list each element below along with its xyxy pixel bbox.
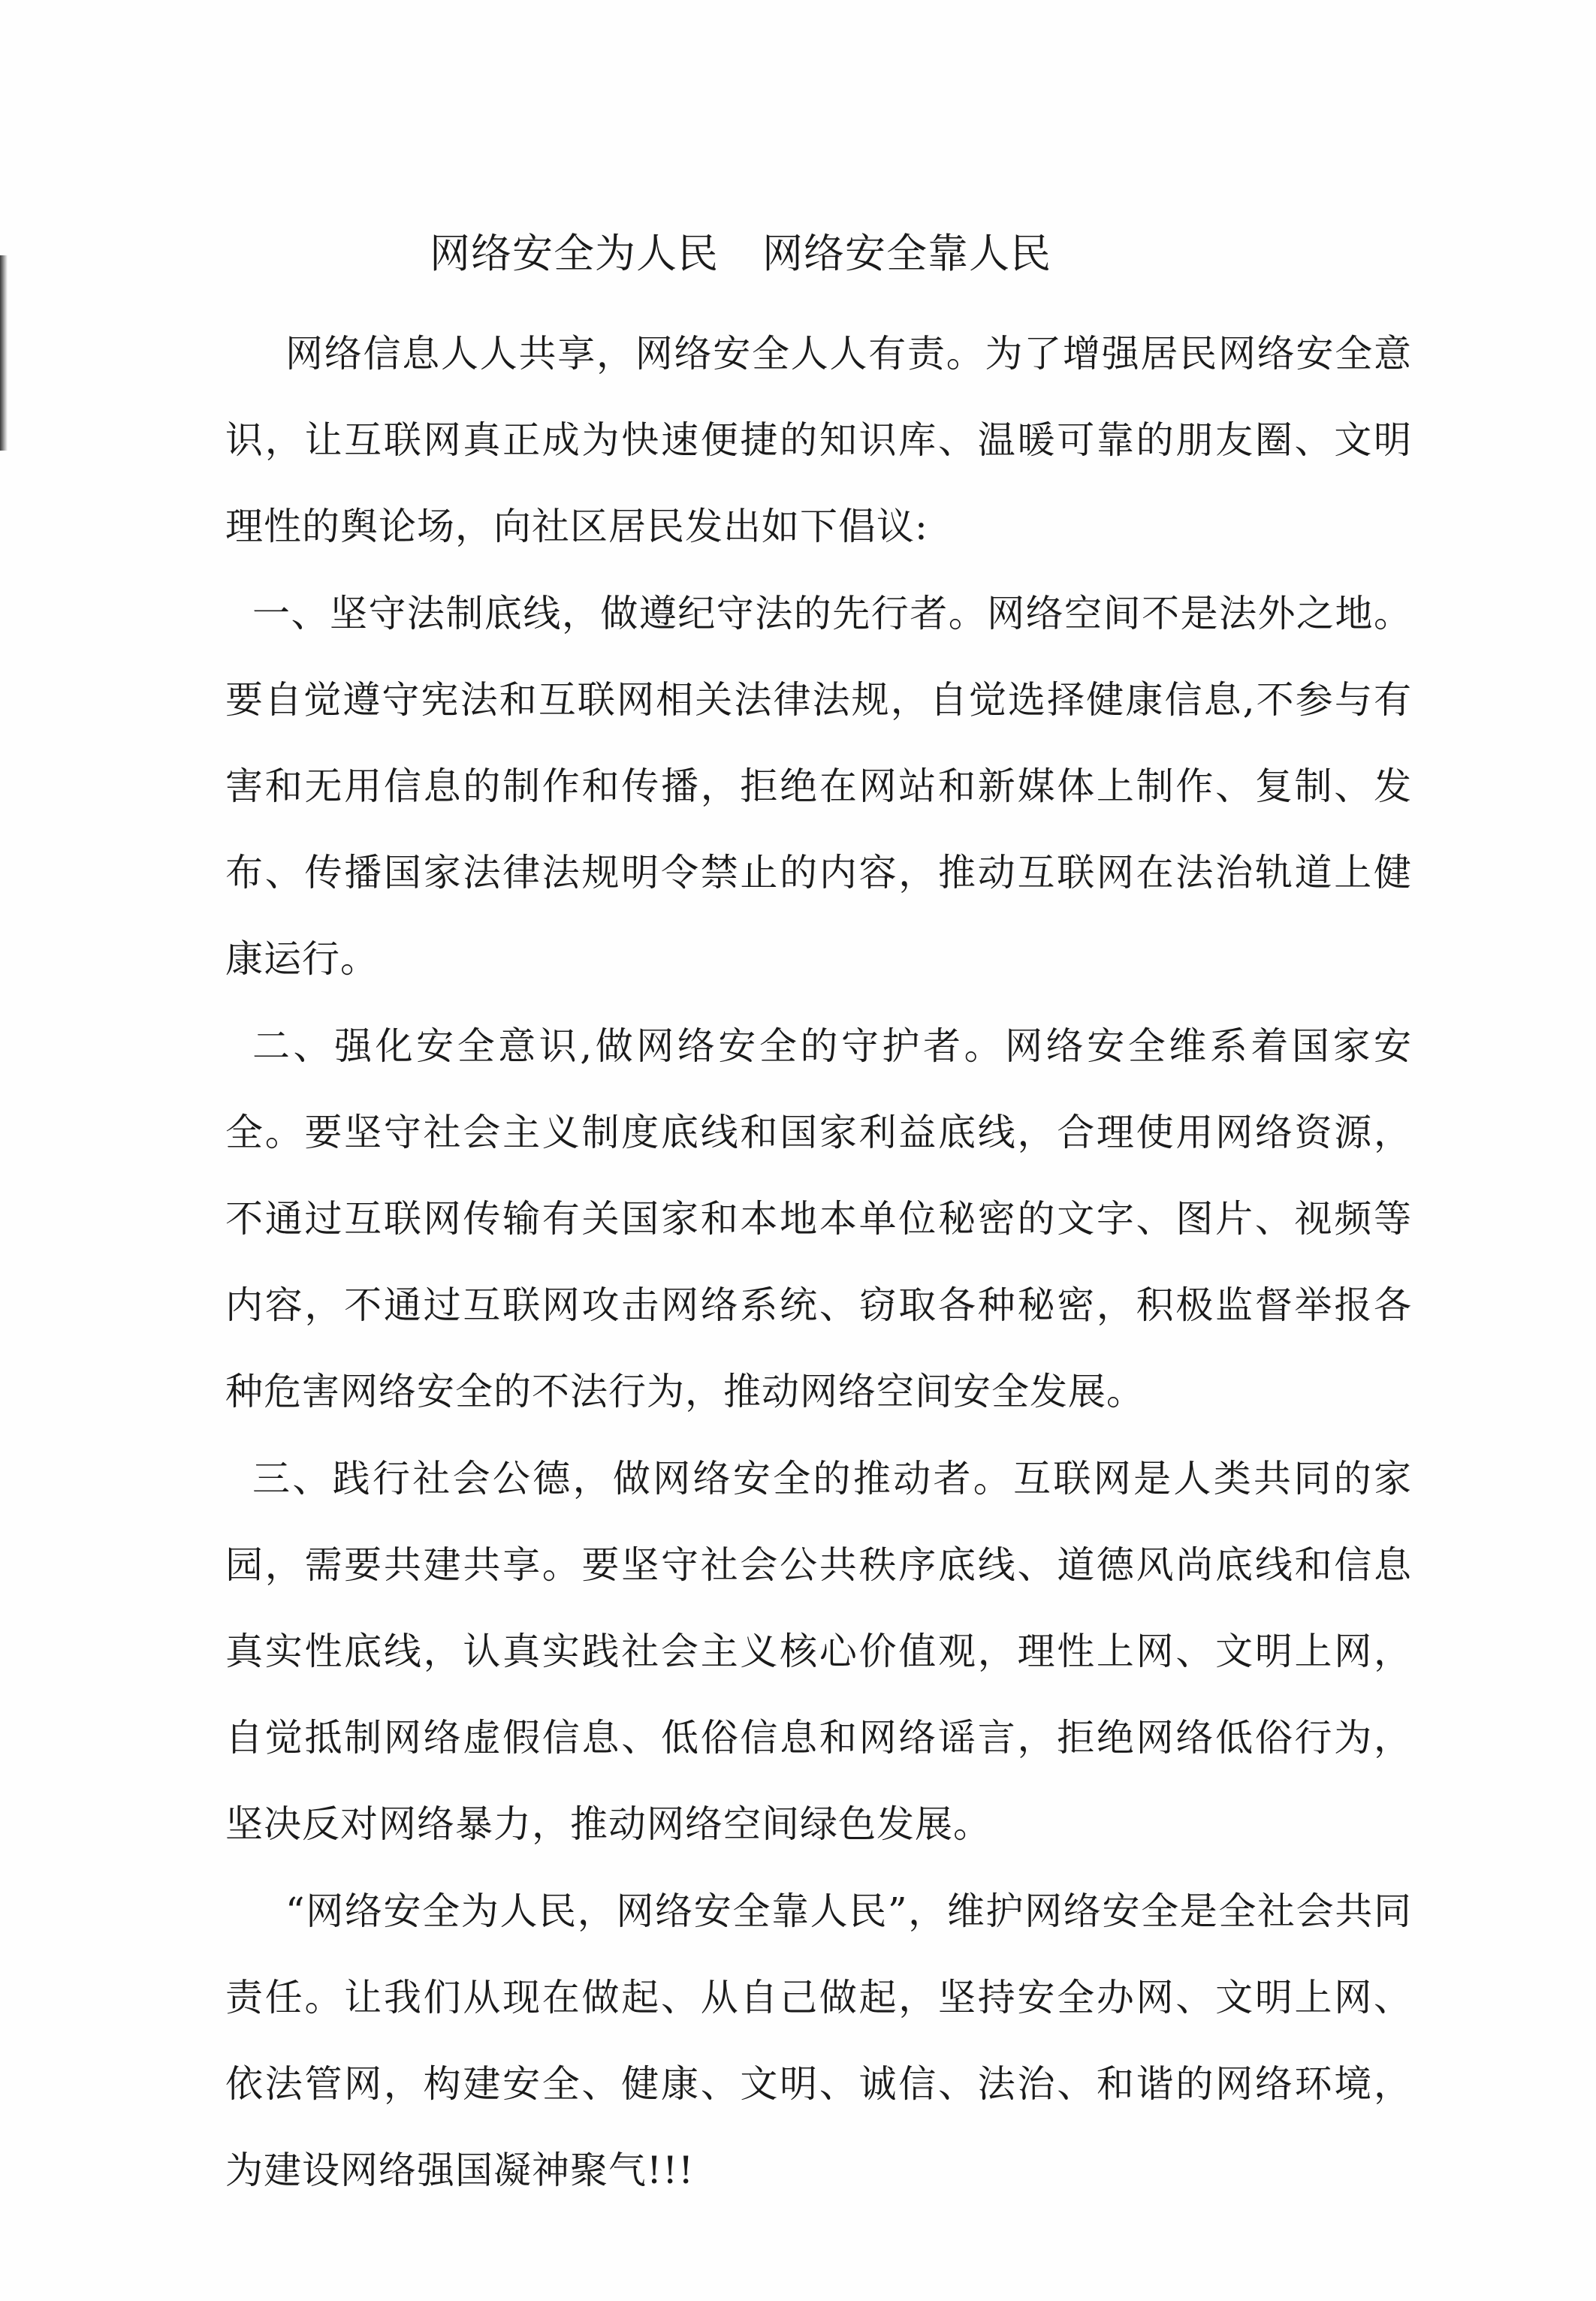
paragraph-intro: 网络信息人人共享，网络安全人人有责。为了增强居民网络安全意识，让互联网真正成为快速便捷的知识库、温暖可靠的朋友圈、文明理性的舆论场，向社区居民发出如下倡议: (225, 332, 1412, 549)
paragraph-item-2: 二、强化安全意识,做网络安全的守护者。网络安全维系着国家安全。要坚守社会主义制度底线和国家利益底线，合理使用网络资源，不通过互联网传输有关国家和本地本单位秘密的文字、图片、视频等内容，不通过互联网攻击网络系统、窃取各种秘密，积极监督举报各种危害网络安全的不法行为，推动网络空间安全发展。 (225, 1024, 1412, 1414)
paragraph-closing: “网络安全为人民，网络安全靠人民”，维护网络安全是全社会共同责任。让我们从现在做起、从自己做起，坚持安全办网、文明上网、依法管网，构建安全、健康、文明、诚信、法治、和谐的网络环境，为建设网络强国凝神聚气!!! (225, 1889, 1412, 2193)
paragraph-item-1: 一、坚守法制底线，做遵纪守法的先行者。网络空间不是法外之地。要自觉遵守宪法和互联网相关法律法规，自觉选择健康信息,不参与有害和无用信息的制作和传播，拒绝在网站和新媒体上制作、复制、发布、传播国家法律法规明令禁止的内容，推动互联网在法治轨道上健康运行。 (225, 591, 1412, 982)
title-part-1: 网络安全为人民 (430, 230, 719, 277)
document-body (225, 311, 1412, 2214)
scan-edge-shadow (0, 255, 8, 451)
paragraph-item-3: 三、践行社会公德，做网络安全的推动者。互联网是人类共同的家园，需要共建共享。要坚守社会公共秩序底线、道德风尚底线和信息真实性底线，认真实践社会主义核心价值观，理性上网、文明上网，自觉抵制网络虚假信息、低俗信息和网络谣言，拒绝网络低俗行为，坚决反对网络暴力，推动网络空间绿色发展。 (225, 1456, 1412, 1847)
document-title (430, 225, 1051, 282)
title-part-2: 网络安全靠人民 (762, 230, 1051, 277)
